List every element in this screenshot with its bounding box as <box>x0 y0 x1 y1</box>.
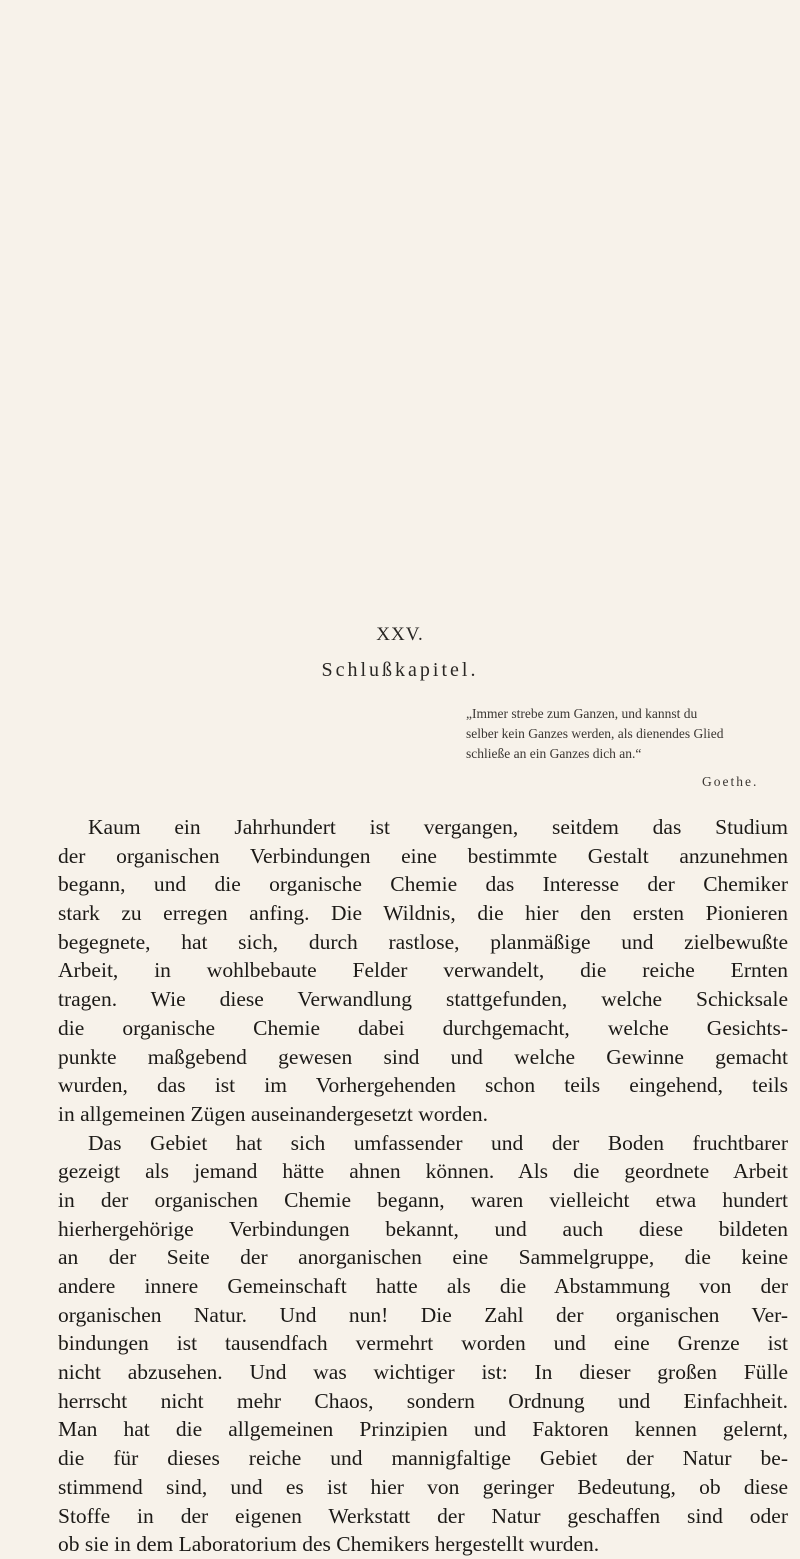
text-line: der organischen Verbindungen eine bestimmte Gestalt anzunehmen <box>58 843 788 868</box>
text-line: in der organischen Chemie begann, waren vielleicht etwa hundert <box>58 1187 788 1212</box>
epigraph-quote <box>466 704 782 764</box>
chapter-title: Schlußkapitel. <box>321 659 479 681</box>
text-line: an der Seite der anorganischen eine Sammelgruppe, die keine <box>58 1245 788 1270</box>
text-line: ob sie in dem Laboratorium des Chemikers hergestellt wurden. <box>58 1532 600 1557</box>
text-line: stimmend sind, und es ist hier von geringer Bedeutung, ob diese <box>58 1474 788 1499</box>
epigraph-line: selber kein Ganzes werden, als dienendes Glied <box>466 726 724 741</box>
text-line: Das Gebiet hat sich umfassender und der Boden fruchtbarer <box>88 1130 788 1155</box>
text-line: wurden, das ist im Vorhergehenden schon teils eingehend, teils <box>58 1073 788 1098</box>
text-line: andere innere Gemeinschaft hatte als die Abstammung von der <box>58 1274 788 1298</box>
text-line: Arbeit, in wohlbebaute Felder verwandelt, die reiche Ernten <box>58 958 788 983</box>
epigraph-line: schließe an ein Ganzes dich an.“ <box>466 746 642 761</box>
text-line: begann, und die organische Chemie das Interesse der Chemiker <box>58 872 788 897</box>
text-line: hierhergehörige Verbindungen bekannt, und auch diese bildeten <box>58 1216 788 1241</box>
text-line: herrscht nicht mehr Chaos, sondern Ordnung und Einfachheit. <box>58 1388 788 1413</box>
text-line: gezeigt als jemand hätte ahnen können. Als die geordnete Arbeit <box>58 1159 788 1184</box>
text-line: die organische Chemie dabei durchgemacht, welche Gesichts- <box>58 1015 788 1040</box>
text-line: bindungen ist tausendfach vermehrt worden und eine Grenze ist <box>58 1331 788 1356</box>
text-line: Kaum ein Jahrhundert ist vergangen, seitdem das Studium <box>88 815 788 839</box>
text-line: tragen. Wie diese Verwandlung stattgefunden, welche Schicksale <box>58 987 788 1012</box>
epigraph-author: Goethe. <box>702 774 759 789</box>
text-line: nicht abzusehen. Und was wichtiger ist: In dieser großen Fülle <box>58 1360 788 1385</box>
text-line: begegnete, hat sich, durch rastlose, planmäßige und zielbewußte <box>58 929 788 954</box>
text-line: die für dieses reiche und mannigfaltige Gebiet der Natur be- <box>58 1446 788 1471</box>
epigraph-line: „Immer strebe zum Ganzen, und kannst du <box>466 706 698 721</box>
text-line: punkte maßgebend gewesen sind und welche Gewinne gemacht <box>58 1044 788 1069</box>
text-line: in allgemeinen Zügen auseinandergesetzt worden. <box>58 1101 489 1126</box>
text-line: Man hat die allgemeinen Prinzipien und Faktoren kennen gelernt, <box>58 1417 788 1442</box>
text-line: stark zu erregen anfing. Die Wildnis, die hier den ersten Pionieren <box>58 901 788 926</box>
text-line: organischen Natur. Und nun! Die Zahl der organischen Ver- <box>58 1302 788 1327</box>
chapter-number: XXV. <box>376 624 424 645</box>
text-line: Stoffe in der eigenen Werkstatt der Natur geschaffen sind oder <box>58 1503 788 1528</box>
body-text <box>58 813 788 1559</box>
